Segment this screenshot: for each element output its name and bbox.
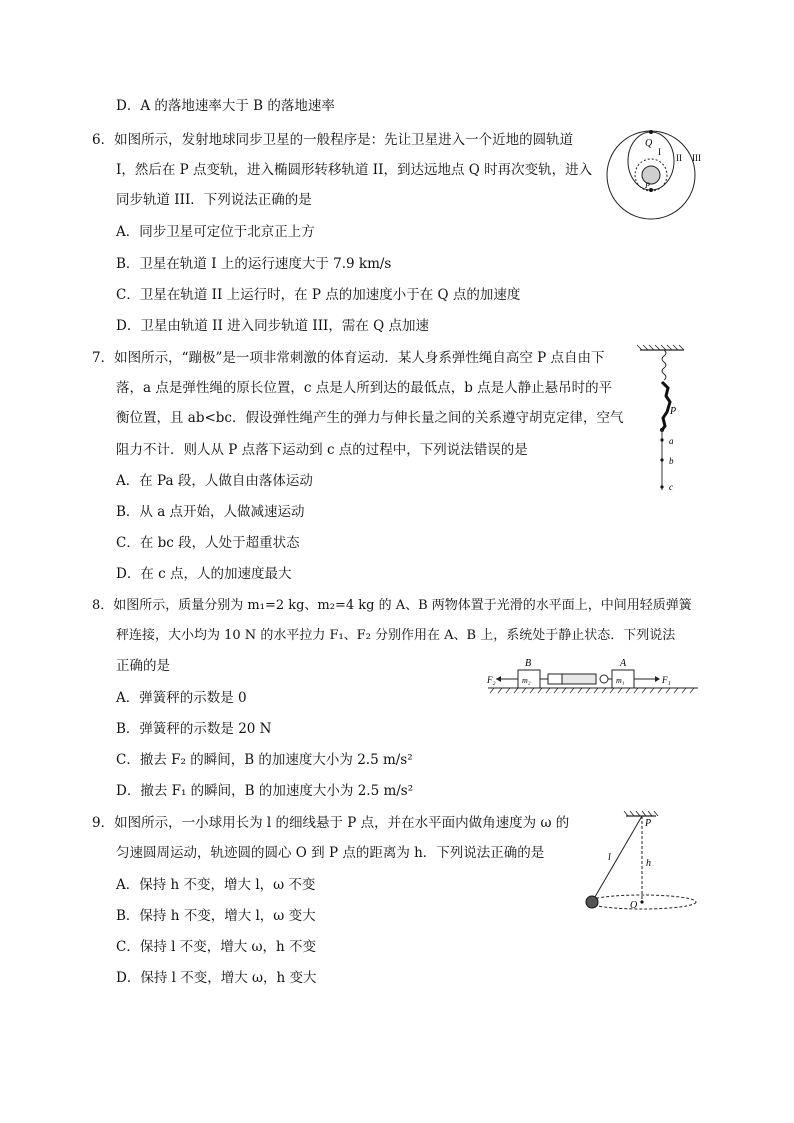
bungee-figure: [632, 344, 692, 494]
q8-option-d: D．撤去 F₁ 的瞬间，B 的加速度大小为 2.5 m/s²: [116, 783, 414, 799]
label-h: h: [646, 858, 651, 869]
point-a: [660, 438, 663, 441]
label-b: B: [525, 658, 532, 669]
q8-stem-line3: 正确的是: [116, 658, 170, 674]
q8-option-a: A．弹簧秤的示数是 0: [116, 690, 247, 706]
label-o: O: [630, 900, 638, 911]
label-p: P: [645, 818, 652, 829]
spring-scale: [562, 674, 596, 684]
q7-option-a: A．在 Pa 段，人做自由落体运动: [116, 473, 313, 489]
bungee-cord: [662, 350, 666, 380]
q6-stem-line3: 同步轨道 III．下列说法正确的是: [116, 192, 312, 208]
label-b: b: [669, 456, 674, 466]
label-iii: III: [692, 153, 701, 163]
q8-option-c: C．撤去 F₂ 的瞬间，B 的加速度大小为 2.5 m/s²: [116, 752, 413, 768]
q8-stem-line1: 8．如图所示，质量分别为 m₁=2 kg、m₂=4 kg 的 A、B 两物体置于光滑的水平面上，中间用轻质弹簧: [92, 598, 692, 613]
q9-option-d: D．保持 l 不变，增大 ω，h 变大: [116, 970, 317, 986]
q9-option-c: C．保持 l 不变，增大 ω，h 不变: [116, 939, 317, 955]
jumper: [662, 382, 670, 430]
label-ii: II: [676, 153, 682, 163]
label-a: a: [669, 436, 674, 446]
point-q: [649, 130, 653, 134]
q5-option-d: D．A 的落地速率大于 B 的落地速率: [116, 98, 335, 114]
q6-option-c: C．卫星在轨道 II 上运行时，在 P 点的加速度小于在 Q 点的加速度: [116, 287, 521, 303]
spring-scale-figure: [488, 654, 698, 694]
q7-stem-line3: 衡位置，且 ab<bc．假设弹性绳产生的弹力与伸长量之间的关系遵守胡克定律，空气: [116, 410, 624, 426]
q8-option-b: B．弹簧秤的示数是 20 N: [116, 721, 272, 737]
pendulum-figure: [578, 810, 698, 920]
label-f1: F₁: [662, 675, 671, 685]
q9-option-a: A．保持 h 不变，增大 l，ω 不变: [116, 877, 316, 893]
label-c: c: [669, 482, 673, 492]
label-a: A: [620, 658, 627, 669]
label-m1: m₁: [616, 676, 625, 685]
q9-stem-line1: 9．如图所示，一小球用长为 l 的细线悬于 P 点，并在水平面内做角速度为 ω 的: [92, 815, 570, 831]
q7-stem-line2: 落，a 点是弹性绳的原长位置，c 点是人所到达的最低点，b 点是人静止悬吊时的平: [116, 380, 613, 396]
q6-option-b: B．卫星在轨道 I 上的运行速度大于 7.9 km/s: [116, 256, 392, 272]
point-b: [660, 458, 663, 461]
q6-stem-line1: 6．如图所示，发射地球同步卫星的一般程序是：先让卫星进入一个近地的圆轨道: [92, 132, 574, 148]
point-c: [660, 485, 663, 488]
label-p: P: [670, 406, 677, 417]
label-m2: m₂: [522, 676, 531, 685]
ball: [586, 896, 598, 908]
q7-stem-line1: 7．如图所示，“蹦极”是一项非常刺激的体育运动．某人身系弹性绳自高空 P 点自由下: [92, 350, 605, 366]
q6-option-a: A．同步卫星可定位于北京正上方: [116, 224, 315, 240]
q7-option-b: B．从 a 点开始，人做减速运动: [116, 504, 305, 520]
string: [592, 816, 642, 902]
q7-stem-line4: 阻力不计．则人从 P 点落下运动到 c 点的过程中，下列说法错误的是: [116, 442, 528, 458]
q7-option-d: D．在 c 点，人的加速度最大: [116, 566, 292, 582]
label-q: Q: [645, 138, 653, 149]
q9-option-b: B．保持 h 不变，增大 l，ω 变大: [116, 908, 316, 924]
q6-option-d: D．卫星由轨道 II 进入同步轨道 III，需在 Q 点加速: [116, 318, 430, 334]
q9-stem-line2: 匀速圆周运动，轨迹圆的圆心 O 到 P 点的距离为 h．下列说法正确的是: [116, 845, 545, 861]
q6-stem-line2: I，然后在 P 点变轨，进入椭圆形转移轨道 II，到达远地点 Q 时再次变轨，进入: [116, 162, 593, 178]
orbit-figure: [604, 124, 708, 230]
q8-stem-line2: 秤连接，大小均为 10 N 的水平拉力 F₁、F₂ 分别作用在 A、B 上，系统处于静止状态．下列说法: [116, 628, 676, 643]
label-i: I: [658, 147, 661, 157]
label-f2: F₂: [487, 675, 496, 685]
label-p: P: [645, 181, 650, 190]
q7-option-c: C．在 bc 段，人处于超重状态: [116, 535, 300, 551]
label-l: l: [608, 852, 611, 863]
